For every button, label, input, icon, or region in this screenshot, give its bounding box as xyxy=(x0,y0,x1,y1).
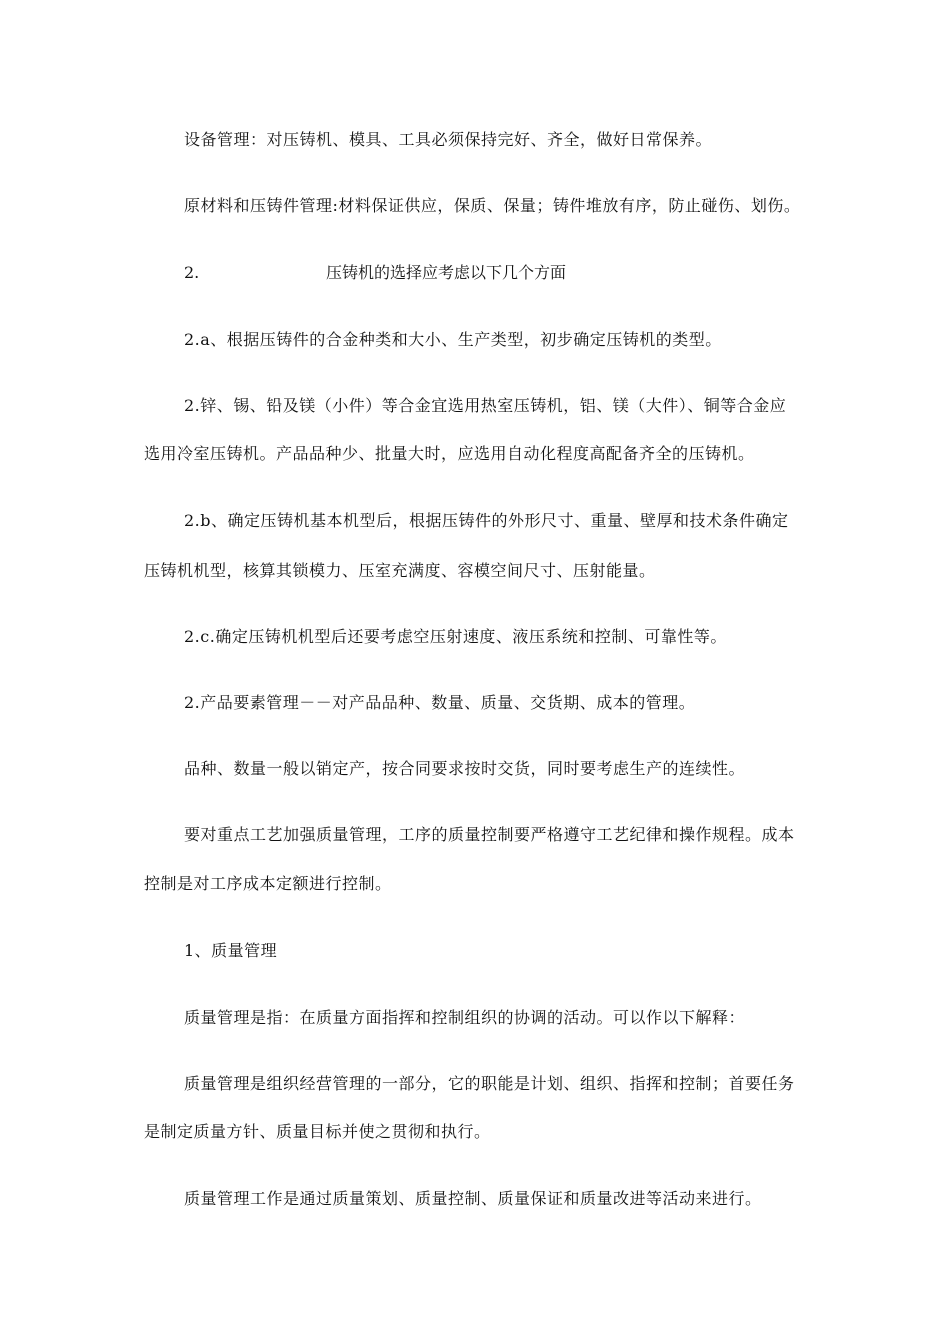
paragraph-2b-line-2: 压铸机机型，核算其锁模力、压室充满度、容模空间尺寸、压射能量。 xyxy=(144,561,656,580)
paragraph-alloy-line-1: 2.锌、锡、铅及镁（小件）等合金宜选用热室压铸机，铝、镁（大件）、铜等合金应 xyxy=(184,396,787,415)
paragraph-alloy-line-2: 选用冷室压铸机。产品品种少、批量大时，应选用自动化程度高配备齐全的压铸机。 xyxy=(144,444,755,463)
paragraph-equipment-management: 设备管理：对压铸机、模具、工具必须保持完好、齐全，做好日常保养。 xyxy=(184,130,713,149)
paragraph-quality-function-line-2: 是制定质量方针、质量目标并使之贯彻和执行。 xyxy=(144,1122,491,1141)
paragraph-variety-quantity: 品种、数量一般以销定产，按合同要求按时交货，同时要考虑生产的连续性。 xyxy=(184,759,746,778)
section-heading: 压铸机的选择应考虑以下几个方面 xyxy=(326,263,567,282)
paragraph-quality-activities: 质量管理工作是通过质量策划、质量控制、质量保证和质量改进等活动来进行。 xyxy=(184,1189,762,1208)
paragraph-2b-line-1: 2.b、确定压铸机基本机型后，根据压铸件的外形尺寸、重量、壁厚和技术条件确定 xyxy=(184,511,789,530)
section-number: 2. xyxy=(184,263,200,282)
paragraph-quality-control-line-1: 要对重点工艺加强质量管理，工序的质量控制要严格遵守工艺纪律和操作规程。成本 xyxy=(184,825,795,844)
paragraph-materials-management: 原材料和压铸件管理:材料保证供应，保质、保量；铸件堆放有序，防止碰伤、划伤。 xyxy=(184,196,801,215)
paragraph-quality-function-line-1: 质量管理是组织经营管理的一部分，它的职能是计划、组织、指挥和控制；首要任务 xyxy=(184,1074,795,1093)
paragraph-quality-definition: 质量管理是指：在质量方面指挥和控制组织的协调的活动。可以作以下解释： xyxy=(184,1008,746,1027)
paragraph-2a: 2.a、根据压铸件的合金种类和大小、生产类型，初步确定压铸机的类型。 xyxy=(184,330,722,349)
paragraph-quality-control-line-2: 控制是对工序成本定额进行控制。 xyxy=(144,874,392,893)
subheading-quality-management: 1、质量管理 xyxy=(184,941,278,960)
paragraph-product-elements: 2.产品要素管理－－对产品品种、数量、质量、交货期、成本的管理。 xyxy=(184,693,696,712)
paragraph-2c: 2.c.确定压铸机机型后还要考虑空压射速度、液压系统和控制、可靠性等。 xyxy=(184,627,727,646)
